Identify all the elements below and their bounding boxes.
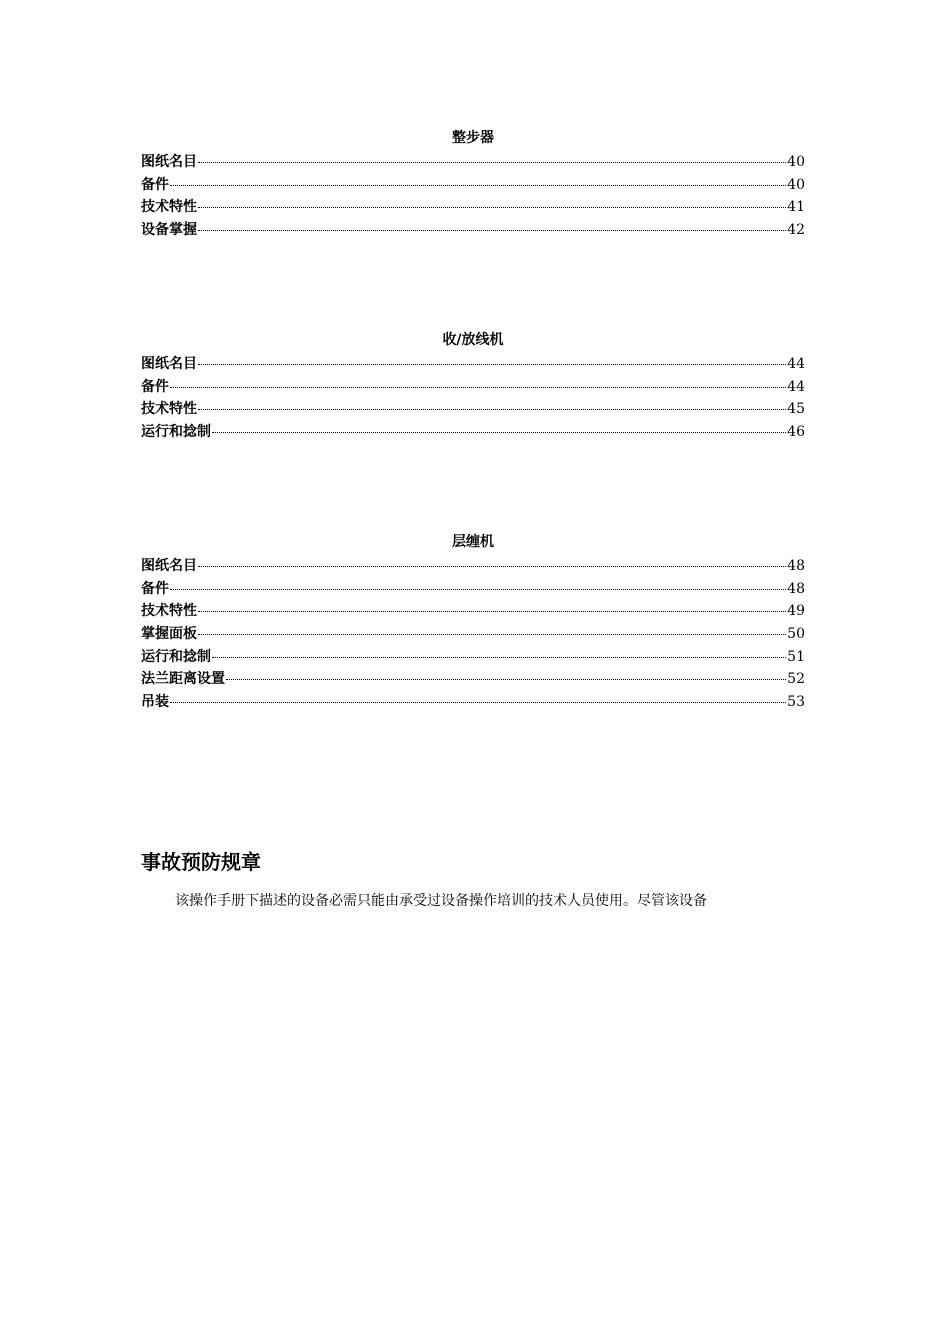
toc-entry[interactable]: [141, 600, 805, 623]
toc-entry[interactable]: [141, 691, 805, 714]
section-title: 整步器: [452, 130, 494, 146]
toc-leader-dots: [198, 409, 786, 410]
toc-entry-page: 44: [787, 356, 805, 372]
toc-entry-label: 掌握面板: [141, 626, 197, 643]
toc-leader-dots: [198, 162, 786, 163]
toc-entry[interactable]: [141, 151, 805, 174]
toc-entry-page: 45: [787, 401, 805, 418]
toc-entry-page: 52: [787, 671, 805, 688]
toc-entry-page: 49: [787, 603, 805, 620]
toc-leader-dots: [212, 657, 786, 658]
accident-prevention-paragraph: 该操作手册下描述的设备必需只能由承受过设备操作培训的技术人员使用。尽管该设备: [175, 893, 707, 909]
section-title: 收/放线机: [442, 332, 504, 348]
toc-entry-label: 技术特性: [141, 401, 197, 418]
toc-entry-label: 备件: [141, 378, 169, 395]
toc-entry[interactable]: [141, 555, 805, 578]
toc-entry[interactable]: [141, 578, 805, 601]
toc-section-layer-winder: [141, 532, 805, 714]
toc-entry-label: 技术特性: [141, 603, 197, 620]
toc-leader-dots: [198, 207, 786, 208]
toc-entry[interactable]: [141, 668, 805, 691]
toc-leader-dots: [170, 387, 786, 388]
toc-entry[interactable]: [141, 376, 805, 399]
toc-entry-page: 42: [787, 222, 805, 239]
toc-entry-label: 图纸名目: [141, 558, 197, 574]
toc-entry[interactable]: [141, 398, 805, 421]
toc-entry-page: 41: [787, 199, 805, 216]
toc-entry-label: 备件: [141, 580, 169, 597]
toc-entry-page: 44: [787, 378, 805, 395]
toc-entry-page: 48: [787, 558, 805, 574]
toc-leader-dots: [226, 679, 786, 680]
toc-entry-label: 备件: [141, 176, 169, 193]
toc-leader-dots: [212, 432, 786, 433]
toc-entry-page: 40: [787, 154, 805, 170]
toc-leader-dots: [170, 702, 786, 703]
toc-entry-page: 48: [787, 580, 805, 597]
toc-section-take-up-pay-off: [141, 330, 805, 444]
toc-entry[interactable]: [141, 174, 805, 197]
toc-entry-label: 吊装: [141, 694, 169, 711]
toc-section-synchronizer: [141, 128, 805, 242]
toc-leader-dots: [198, 634, 786, 635]
toc-entry-page: 51: [787, 648, 805, 665]
toc-entry-label: 图纸名目: [141, 356, 197, 372]
toc-leader-dots: [198, 611, 786, 612]
toc-entry-label: 设备掌握: [141, 222, 197, 239]
toc-entry[interactable]: [141, 623, 805, 646]
section-title: 层缠机: [452, 534, 494, 550]
toc-leader-dots: [170, 185, 786, 186]
toc-entry-label: 运行和捻制: [141, 648, 211, 665]
toc-entry[interactable]: [141, 196, 805, 219]
accident-prevention-heading: 事故预防规章: [141, 850, 261, 874]
toc-entry-page: 46: [787, 424, 805, 441]
toc-entry-label: 技术特性: [141, 199, 197, 216]
toc-entry[interactable]: [141, 353, 805, 376]
toc-entry-page: 53: [787, 694, 805, 711]
toc-leader-dots: [170, 589, 786, 590]
toc-entry-page: 40: [787, 176, 805, 193]
toc-entry[interactable]: [141, 421, 805, 444]
toc-entry[interactable]: [141, 646, 805, 669]
toc-leader-dots: [198, 364, 786, 365]
toc-leader-dots: [198, 566, 786, 567]
toc-entry-label: 运行和捻制: [141, 424, 211, 441]
toc-entry-label: 图纸名目: [141, 154, 197, 170]
toc-entry-page: 50: [787, 626, 805, 643]
toc-leader-dots: [198, 230, 786, 231]
toc-entry[interactable]: [141, 219, 805, 242]
toc-entry-label: 法兰距离设置: [141, 671, 225, 688]
